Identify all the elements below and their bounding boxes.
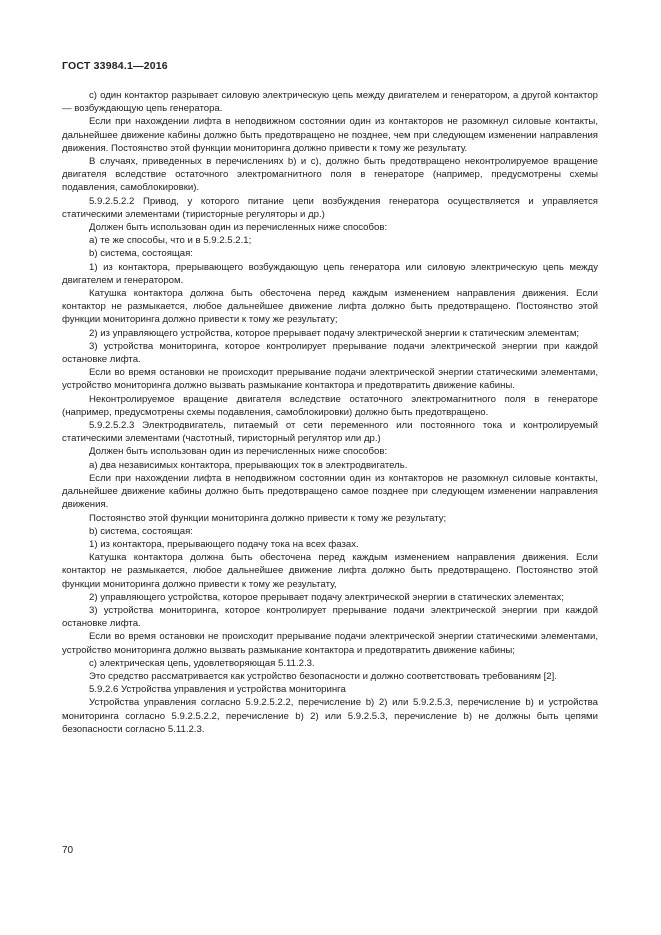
paragraph: b) система, состоящая: [89, 525, 193, 537]
paragraph: Постоянство этой функции мониторинга должно привести к тому же результату; [89, 512, 447, 524]
paragraph: 1) из контактора, прерывающего возбуждающую цепь генератора или силовую электрическую цепь между двигателем и генератором. [62, 261, 598, 286]
paragraph: Неконтролируемое вращение двигателя вследствие остаточного электромагнитного поля в генераторе (например, предусмотрены схемы подавления, самоблокировки) должно быть предотвращено. [62, 393, 598, 418]
paragraph: 5.9.2.5.2.2 Привод, у которого питание цепи возбуждения генератора осуществляется и управляется статическими элементами (тиристорные регуляторы и др.) [62, 195, 598, 220]
paragraph: Устройства управления согласно 5.9.2.5.2.2, перечисление b) 2) или 5.9.2.5.3, перечисление b) и устройства мониторинга согласно 5.9.2.5.2.2, перечисление b) 2) или 5.9.2.5.3, перечисление b) не должны быть цепями безопасности согласно 5.11.2.3. [62, 697, 598, 735]
page-number: 70 [62, 845, 74, 856]
paragraph: 2) из управляющего устройства, которое прерывает подачу электрической энергии к статическим элементам; [89, 327, 580, 339]
paragraph: a) те же способы, что и в 5.9.2.5.2.1; [89, 235, 252, 247]
document-header: ГОСТ 33984.1—2016 [62, 60, 168, 72]
paragraph: b) система, состоящая: [89, 248, 193, 260]
paragraph: В случаях, приведенных в перечислениях b) и c), должно быть предотвращено неконтролируемое вращение двигателя вследствие остаточного электромагнитного поля в генераторе (например, предусмотрены схемы подавления, самоблокировки). [62, 156, 598, 194]
paragraph: Если во время остановки не происходит прерывание подачи электрической энергии статическими элементами, устройство мониторинга должно вызвать размыкание контактора и предотвратить движение кабины; [62, 631, 598, 656]
paragraph: Катушка контактора должна быть обесточена перед каждым изменением направления движения. Если контактор не размыкается, любое дальнейшее движение лифта должно быть предотвращено. Постоянство этой функции мониторинга должно привести к тому же результату; [62, 288, 598, 326]
paragraph: 1) из контактора, прерывающего подачу тока на всех фазах. [89, 538, 359, 550]
paragraph: a) два независимых контактора, прерывающих ток в электродвигатель. [89, 459, 408, 471]
document-body [62, 89, 598, 736]
paragraph: 2) управляющего устройства, которое прерывает подачу электрической энергии в статических элементах; [89, 591, 564, 603]
paragraph: Катушка контактора должна быть обесточена перед каждым изменением направления движения. Если контактор не размыкается, любое дальнейшее движение лифта должно быть предотвращено. Постоянство этой функции мониторинга должно привести к тому же результату, [62, 552, 598, 590]
paragraph: Если при нахождении лифта в неподвижном состоянии один из контакторов не разомкнул силовые контакты, дальнейшее движение кабины должно быть предотвращено самое позднее при следующем изменении направления движения. [62, 472, 598, 511]
paragraph: Если при нахождении лифта в неподвижном состоянии один из контакторов не разомкнул силовые контакты, дальнейшее движение кабины должно быть предотвращено не позднее, чем при следующем изменении направления движения. Постоянство этой функции мониторинга должно привести к тому же результату. [62, 116, 598, 154]
paragraph: Должен быть использован один из перечисленных ниже способов: [89, 222, 388, 234]
paragraph: Это средство рассматривается как устройство безопасности и должно соответствовать требованиям [2]. [89, 670, 557, 682]
paragraph: 5.9.2.5.2.3 Электродвигатель, питаемый от сети переменного или постоянного тока и контролируемый статическими элементами (частотный, тиристорный регулятор или др.) [62, 420, 598, 445]
paragraph: c) электрическая цепь, удовлетворяющая 5.11.2.3. [89, 657, 315, 669]
paragraph: c) один контактор разрывает силовую электрическую цепь между двигателем и генератором, а другой контактор — возбуждающую цепь генератора. [62, 90, 598, 115]
paragraph: 5.9.2.6 Устройства управления и устройства мониторинга [89, 684, 346, 696]
paragraph: Если во время остановки не происходит прерывание подачи электрической энергии статическими элементами, устройство мониторинга должно вызвать размыкание контактора и предотвратить движение кабины. [62, 367, 598, 392]
paragraph: Должен быть использован один из перечисленных ниже способов: [89, 446, 388, 458]
paragraph: 3) устройства мониторинга, которое контролирует прерывание подачи электрической энергии при каждой остановке лифта. [62, 340, 598, 366]
paragraph: 3) устройства мониторинга, которое контролирует прерывание подачи электрической энергии при каждой остановке лифта. [62, 604, 598, 630]
